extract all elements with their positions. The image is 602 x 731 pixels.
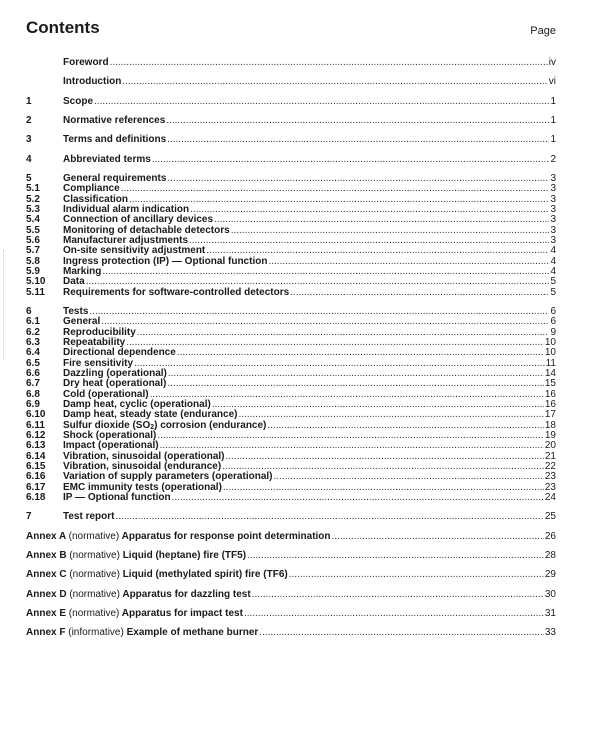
annex-kind: (normative) bbox=[68, 530, 120, 542]
toc-entry-title: Variation of supply parameters (operational) bbox=[63, 471, 273, 483]
toc-annex-entry[interactable] bbox=[26, 530, 556, 544]
toc-entry-page: 5 bbox=[550, 276, 556, 288]
toc-entry-page: 23 bbox=[544, 471, 556, 483]
toc-entry-page: 3 bbox=[550, 193, 556, 205]
toc-entry-page: 4 bbox=[550, 266, 556, 277]
toc-entry-title: Scope bbox=[63, 95, 94, 107]
annex-label: Annex D bbox=[26, 588, 67, 600]
toc-entry-title: Normative references bbox=[63, 115, 166, 126]
toc-entry-number: 6.8 bbox=[26, 388, 40, 400]
toc-entry-number: 5.4 bbox=[26, 214, 40, 226]
toc-entry-title: Damp heat, steady state (endurance) bbox=[63, 409, 238, 421]
toc-entry-page: 6 bbox=[550, 316, 556, 328]
toc-entry-number: 6.2 bbox=[26, 326, 40, 338]
toc-entry-title bbox=[26, 530, 331, 544]
toc-entry[interactable] bbox=[26, 56, 556, 70]
toc-entry-title bbox=[26, 626, 258, 640]
dot-leader bbox=[259, 626, 544, 640]
annex-label: Annex C bbox=[26, 569, 67, 581]
toc-entry-title: Classification bbox=[63, 193, 129, 205]
toc-entry-page: 1 bbox=[550, 115, 556, 126]
toc-entry-number: 5.6 bbox=[26, 235, 40, 246]
toc-entry-title: Vibration, sinusoidal (endurance) bbox=[63, 460, 222, 472]
toc-entry-number: 6.7 bbox=[26, 378, 40, 390]
toc-entry-number: 5.10 bbox=[26, 276, 46, 288]
toc-entry-page: 3 bbox=[550, 214, 556, 226]
toc-entry-page: iv bbox=[548, 57, 556, 68]
toc-entry-number: 4 bbox=[26, 153, 32, 165]
toc-entry-page: 24 bbox=[544, 491, 556, 503]
toc-entry-page: 14 bbox=[544, 367, 556, 379]
toc-entry-number: 6.15 bbox=[26, 460, 46, 472]
toc-entry[interactable] bbox=[26, 95, 556, 109]
toc-entry-page: 20 bbox=[544, 440, 556, 452]
toc-entry-title: Foreword bbox=[63, 57, 109, 68]
toc-entry-number: 6.13 bbox=[26, 440, 46, 452]
toc-entry-page: 4 bbox=[550, 245, 556, 257]
toc-annex-entry[interactable] bbox=[26, 588, 556, 602]
toc-annex-entry[interactable] bbox=[26, 626, 556, 640]
annex-kind: (normative) bbox=[69, 588, 120, 600]
dot-leader bbox=[167, 133, 549, 147]
toc-entry-title: IP — Optional function bbox=[63, 491, 171, 503]
toc-entry-number: 5.9 bbox=[26, 266, 40, 277]
toc-entry-title: Individual alarm indication bbox=[63, 204, 190, 215]
subscript: 2 bbox=[150, 423, 155, 431]
dot-leader bbox=[94, 95, 549, 109]
toc-entry-title: General requirements bbox=[63, 173, 167, 184]
toc-entry-title bbox=[26, 549, 246, 563]
toc-entry-page: 3 bbox=[550, 173, 556, 184]
toc-entry-page: vi bbox=[548, 76, 556, 88]
title-part: ) corrosion (endurance) bbox=[154, 419, 267, 431]
toc-entry[interactable] bbox=[26, 153, 556, 167]
toc-entry-title: Fire sensitivity bbox=[63, 357, 134, 369]
toc-entry-page: 1 bbox=[550, 95, 556, 107]
toc-entry-page: 28 bbox=[544, 549, 556, 561]
toc-annex-entry[interactable] bbox=[26, 549, 556, 563]
toc-entry-page: 26 bbox=[544, 530, 556, 542]
toc-entry-page: 5 bbox=[550, 286, 556, 298]
toc-entry-number: 6.14 bbox=[26, 450, 46, 462]
toc-entry-title: Ingress protection (IP) — Optional function bbox=[63, 255, 268, 267]
toc-entry-page: 17 bbox=[544, 409, 556, 421]
toc-entry-number: 1 bbox=[26, 95, 32, 107]
toc-entry-title: Vibration, sinusoidal (operational) bbox=[63, 450, 225, 462]
dot-leader bbox=[110, 56, 548, 70]
toc-entry-number: 6.12 bbox=[26, 429, 46, 441]
annex-kind: (normative) bbox=[69, 569, 120, 581]
toc-entry-title: Dry heat (operational) bbox=[63, 378, 167, 390]
annex-title: Apparatus for impact test bbox=[121, 607, 243, 619]
annex-kind: (informative) bbox=[68, 627, 124, 639]
toc-entry-title: Terms and definitions bbox=[63, 134, 167, 146]
toc-entry-title: Reproducibility bbox=[63, 326, 136, 338]
toc-entry-number: 6.10 bbox=[26, 409, 46, 421]
title-part: Sulfur dioxide (SO bbox=[63, 419, 151, 431]
toc-entry-title bbox=[26, 607, 243, 621]
toc-entry-number: 5.1 bbox=[26, 183, 40, 195]
toc-entry-page: 9 bbox=[550, 326, 556, 338]
toc-entry-title: Introduction bbox=[63, 76, 122, 88]
dot-leader bbox=[290, 286, 549, 300]
toc-entry-page: 2 bbox=[550, 153, 556, 165]
toc-entry-page: 15 bbox=[544, 378, 556, 390]
toc-entry-title: Tests bbox=[63, 305, 89, 317]
toc-entry-page: 10 bbox=[544, 347, 556, 359]
toc-entry-title: Monitoring of detachable detectors bbox=[63, 224, 230, 236]
annex-label: Annex F bbox=[26, 627, 66, 639]
toc-entry-page: 31 bbox=[544, 607, 556, 619]
toc-entry-page: 11 bbox=[545, 357, 556, 369]
toc-entry[interactable] bbox=[26, 114, 556, 128]
dot-leader bbox=[172, 491, 544, 505]
toc-entry-page: 6 bbox=[550, 305, 556, 317]
annex-label: Annex B bbox=[26, 549, 67, 561]
toc-entry[interactable] bbox=[26, 133, 556, 147]
toc-entry-title bbox=[26, 588, 251, 602]
toc-entry-title: Connection of ancillary devices bbox=[63, 214, 214, 226]
toc-entry-number: 3 bbox=[26, 134, 32, 146]
dot-leader bbox=[244, 607, 544, 621]
toc-entry-page: 18 bbox=[544, 419, 556, 431]
toc-entry-page: 1 bbox=[550, 134, 556, 146]
toc-entry-page: 25 bbox=[544, 511, 556, 523]
toc-entry-number: 5.5 bbox=[26, 224, 40, 236]
toc-entry-page: 3 bbox=[550, 235, 556, 246]
annex-title: Example of methane burner bbox=[126, 627, 259, 639]
toc-entry-number: 6.3 bbox=[26, 336, 40, 348]
toc-entry-title: Abbreviated terms bbox=[63, 153, 151, 165]
annex-label: Annex A bbox=[26, 530, 66, 542]
toc-entry-page: 3 bbox=[550, 224, 556, 236]
annex-title: Liquid (methylated spirit) fire (TF6) bbox=[122, 569, 288, 581]
dot-leader bbox=[152, 153, 550, 167]
toc-entry-number: 6.16 bbox=[26, 471, 46, 483]
annex-label: Annex E bbox=[26, 607, 67, 619]
page-column-label: Page bbox=[530, 25, 556, 37]
toc-entry-number: 6.11 bbox=[26, 419, 45, 431]
toc-entry-number: 5.2 bbox=[26, 193, 40, 205]
toc-entry-page: 22 bbox=[544, 460, 556, 472]
toc-entry[interactable] bbox=[26, 75, 556, 89]
toc-entry-page: 16 bbox=[544, 388, 556, 400]
toc-entry-page: 29 bbox=[544, 569, 556, 581]
toc-entry-title: Compliance bbox=[63, 183, 120, 195]
dot-leader bbox=[252, 588, 544, 602]
toc-entry-title: EMC immunity tests (operational) bbox=[63, 481, 222, 493]
toc-entry-title: Dazzling (operational) bbox=[63, 367, 167, 379]
toc-entry-title bbox=[26, 568, 288, 582]
dot-leader bbox=[332, 530, 544, 544]
toc-entry-number: 6.18 bbox=[26, 491, 46, 503]
toc-entry-page: 21 bbox=[544, 450, 556, 462]
toc-entry-page: 19 bbox=[544, 429, 556, 441]
toc-entry-page: 4 bbox=[550, 255, 556, 267]
toc-entry-title: Requirements for software-controlled detectors bbox=[63, 286, 290, 298]
toc-entry-number: 5.3 bbox=[26, 204, 40, 215]
toc-annex-entry[interactable] bbox=[26, 607, 556, 621]
toc-entry-title: Repeatability bbox=[63, 336, 126, 348]
toc-header bbox=[26, 18, 556, 46]
toc-entry-number: 5.8 bbox=[26, 255, 40, 267]
toc-entry-number: 6 bbox=[26, 305, 32, 317]
toc-entry-title: Damp heat, cyclic (operational) bbox=[63, 398, 211, 410]
toc-entry-number: 6.17 bbox=[26, 481, 46, 493]
toc-entry-title: Manufacturer adjustments bbox=[63, 235, 189, 246]
toc-entry-title: Directional dependence bbox=[63, 347, 176, 359]
toc-entry[interactable] bbox=[26, 510, 556, 524]
toc-entry-number: 6.1 bbox=[26, 316, 40, 328]
toc-entry[interactable] bbox=[26, 491, 556, 505]
annex-title: Apparatus for response point determination bbox=[121, 530, 331, 542]
toc-entry[interactable] bbox=[26, 286, 556, 300]
toc-entry-page: 3 bbox=[550, 183, 556, 195]
toc-annex-entry[interactable] bbox=[26, 568, 556, 582]
dot-leader bbox=[122, 75, 547, 89]
toc-entry-number: 2 bbox=[26, 115, 32, 126]
toc-entry-page: 16 bbox=[544, 398, 556, 410]
toc-entry-title: Test report bbox=[63, 511, 115, 523]
toc-entry-page: 30 bbox=[544, 588, 556, 600]
toc-entry-title: General bbox=[63, 316, 101, 328]
toc-entry-number: 6.6 bbox=[26, 367, 40, 379]
toc-entry-title: Impact (operational) bbox=[63, 440, 159, 452]
dot-leader bbox=[289, 568, 544, 582]
toc-entry-title: On-site sensitivity adjustment bbox=[63, 245, 206, 257]
dot-leader bbox=[116, 510, 544, 524]
annex-kind: (normative) bbox=[69, 549, 120, 561]
toc-entry-number: 5.11 bbox=[26, 286, 45, 298]
page-title: Contents bbox=[26, 18, 100, 37]
toc-entry-title: Data bbox=[63, 276, 85, 288]
annex-title: Apparatus for dazzling test bbox=[122, 588, 251, 600]
toc-entry-page: 23 bbox=[544, 481, 556, 493]
annex-title: Liquid (heptane) fire (TF5) bbox=[122, 549, 247, 561]
toc-entry-number: 5 bbox=[26, 173, 32, 184]
toc-entry-page: 33 bbox=[544, 627, 556, 639]
dot-leader bbox=[166, 114, 549, 128]
toc-entry-number: 6.4 bbox=[26, 347, 40, 359]
toc-entry-title: Marking bbox=[63, 266, 102, 277]
annex-kind: (normative) bbox=[68, 607, 120, 619]
scan-edge-mark bbox=[3, 250, 7, 360]
toc-entry-title: Cold (operational) bbox=[63, 388, 149, 400]
toc-entry-number: 6.5 bbox=[26, 357, 40, 369]
toc-entry-title: Shock (operational) bbox=[63, 429, 157, 441]
toc-entry-number: 6.9 bbox=[26, 398, 40, 410]
toc-entry-page: 10 bbox=[544, 336, 556, 348]
dot-leader bbox=[247, 549, 544, 563]
toc-entry-number: 7 bbox=[26, 511, 32, 523]
toc-entry-number: 5.7 bbox=[26, 245, 40, 257]
toc-entry-page: 3 bbox=[550, 204, 556, 215]
